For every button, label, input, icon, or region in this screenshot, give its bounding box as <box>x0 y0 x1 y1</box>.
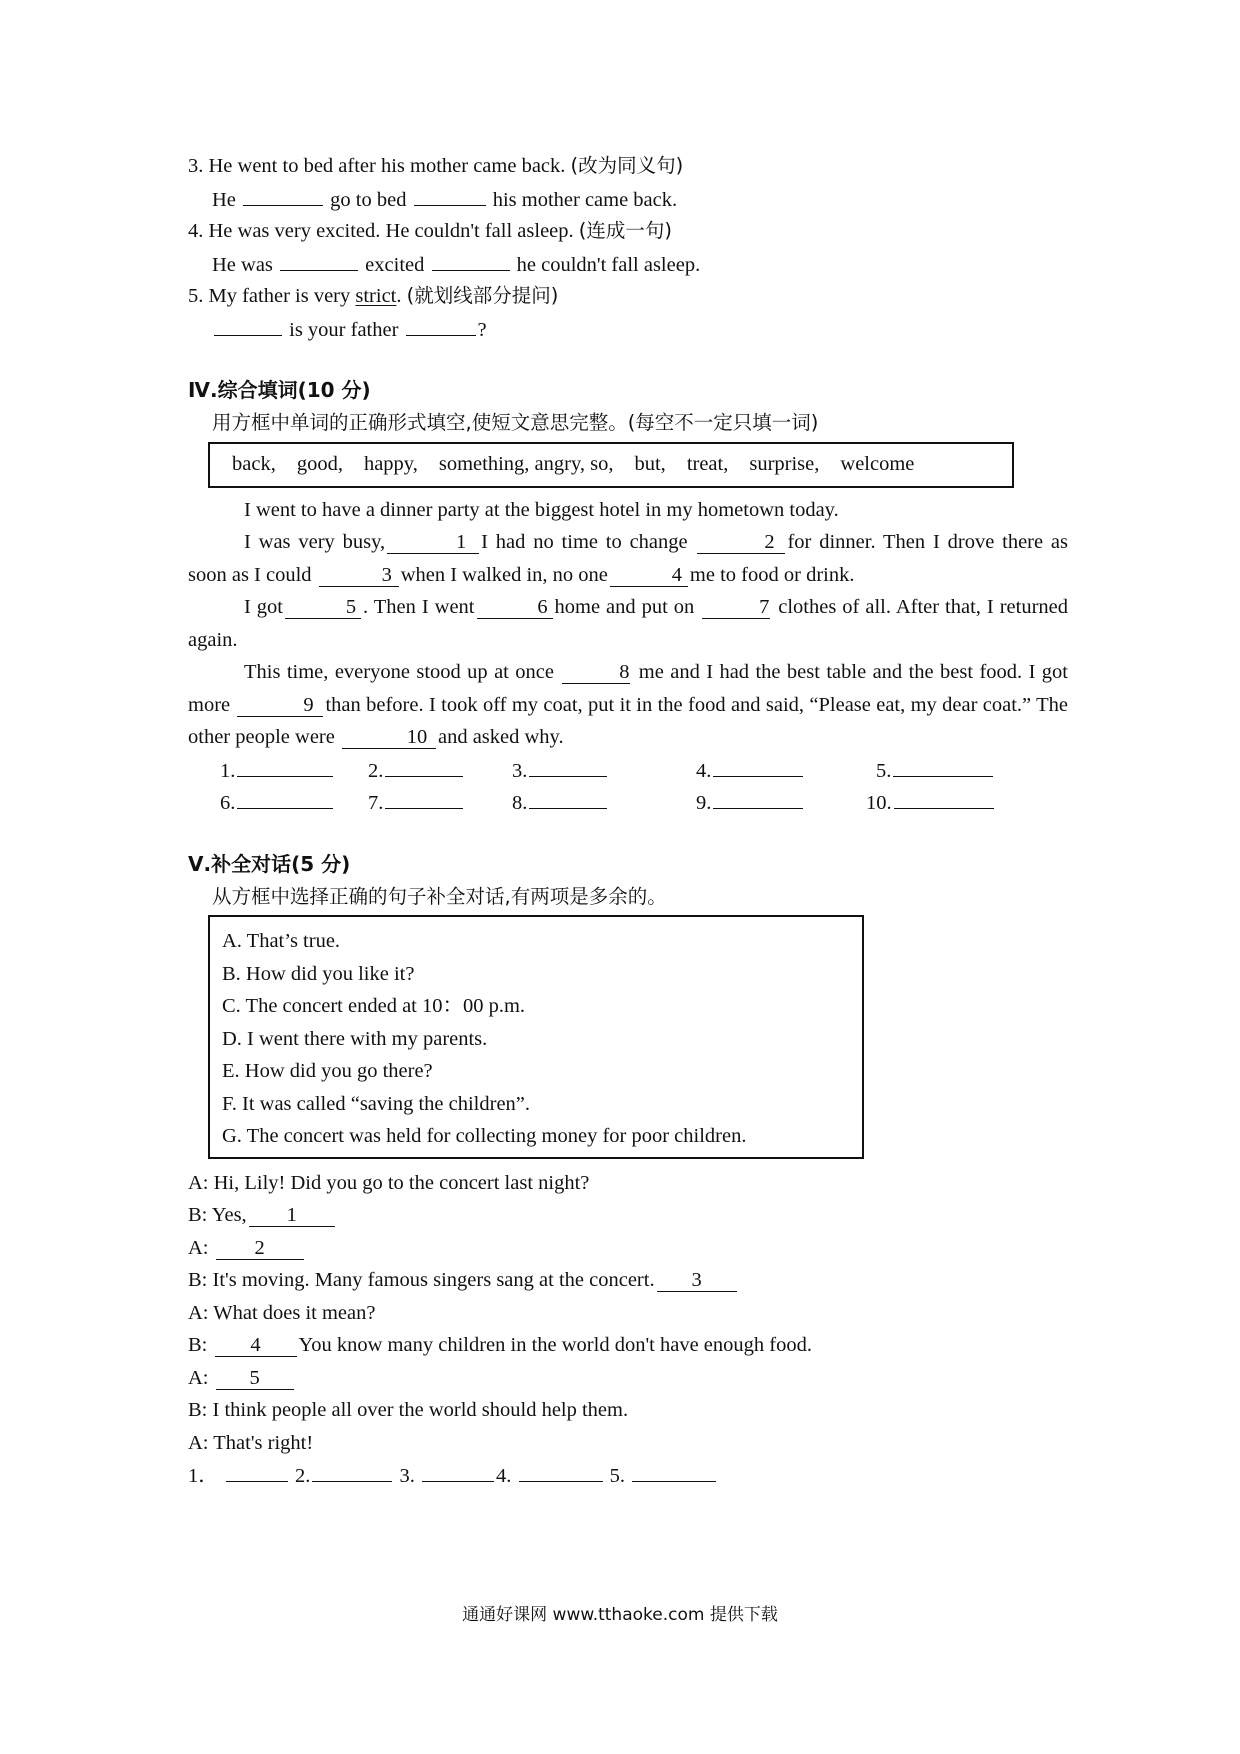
option-b: B. How did you like it? <box>222 962 415 985</box>
dialogue-blank-2[interactable]: 2 <box>216 1237 304 1260</box>
question-3-stem: 3. He went to bed after his mother came back. <box>188 155 566 177</box>
answer-blank[interactable] <box>894 786 994 809</box>
cloze-blank-9[interactable]: 9 <box>237 694 323 717</box>
cloze-blank-8[interactable]: 8 <box>562 661 630 684</box>
dialogue-line: A: 5 <box>188 1362 1068 1395</box>
dialogue-line: B: 4 You know many children in the world don't have enough food. <box>188 1334 812 1356</box>
section-5-instruction: 从方框中选择正确的句子补全对话,有两项是多余的。 <box>212 884 667 908</box>
question-5-answer: is your father ? <box>188 313 1068 346</box>
cloze-blank-3[interactable]: 3 <box>319 564 399 587</box>
answer-row: 1. 2. 3. 4. 5. <box>188 754 1068 787</box>
dialogue-line: A: 2 <box>188 1232 1068 1265</box>
answer-blank[interactable] <box>632 1459 716 1482</box>
answer-blank[interactable] <box>214 313 282 336</box>
cloze-blank-2[interactable]: 2 <box>697 531 785 554</box>
dialogue-blank-1[interactable]: 1 <box>249 1204 335 1227</box>
options-box <box>208 915 864 1159</box>
cloze-blank-7[interactable]: 7 <box>702 596 770 619</box>
cloze-blank-10[interactable]: 10 <box>342 726 436 749</box>
dialogue-blank-3[interactable]: 3 <box>657 1269 737 1292</box>
answer-blank[interactable] <box>414 183 486 206</box>
answer-blank[interactable] <box>237 754 333 777</box>
footer-source: 通通好课网 www.tthaoke.com 提供下载 <box>462 1605 778 1625</box>
question-3-answer: He go to bed his mother came back. <box>188 183 1068 216</box>
cloze-blank-1[interactable]: 1 <box>387 531 479 554</box>
answer-blank[interactable] <box>237 786 333 809</box>
dialogue-blank-4[interactable]: 4 <box>215 1334 297 1357</box>
answer-blank[interactable] <box>713 786 803 809</box>
option-g: G. The concert was held for collecting money for poor children. <box>222 1125 747 1147</box>
answer-blank[interactable] <box>529 754 607 777</box>
answer-blank[interactable] <box>432 248 510 271</box>
answer-blank[interactable] <box>280 248 358 271</box>
answer-blank[interactable] <box>312 1459 392 1482</box>
question-5: 5. My father is very strict. (就划线部分提问) <box>188 284 559 307</box>
option-a: A. That’s true. <box>222 930 341 952</box>
question-3 <box>188 150 1068 183</box>
worksheet <box>188 150 1068 1492</box>
section-5-heading: Ⅴ.补全对话(5 分) <box>188 851 351 876</box>
answer-blank[interactable] <box>385 754 463 777</box>
cloze-blank-6[interactable]: 6 <box>477 596 553 619</box>
option-e: E. How did you go there? <box>222 1060 433 1082</box>
dialogue-line: A: What does it mean? <box>188 1301 376 1324</box>
question-4-answer: He was excited he couldn't fall asleep. <box>188 248 1068 281</box>
answer-blank[interactable] <box>713 754 803 777</box>
answer-blank[interactable] <box>385 786 463 809</box>
question-4-stem: 4. He was very excited. He couldn't fall asleep. <box>188 220 574 242</box>
option-d: D. I went there with my parents. <box>222 1027 488 1050</box>
cloze-blank-5[interactable]: 5 <box>285 596 361 619</box>
answer-blank[interactable] <box>226 1459 288 1482</box>
section-4-instruction: 用方框中单词的正确形式填空,使短文意思完整。(每空不一定只填一词) <box>212 411 819 434</box>
question-4 <box>188 215 1068 248</box>
option-c: C. The concert ended at 10：00 p.m. <box>222 995 526 1017</box>
dialogue-line: B: I think people all over the world should help them. <box>188 1399 629 1421</box>
question-5-instruction: (就划线部分提问) <box>406 284 559 307</box>
answer-blank[interactable] <box>406 313 476 336</box>
answer-blank[interactable] <box>529 786 607 809</box>
section-4-heading: Ⅳ.综合填词(10 分) <box>188 378 371 402</box>
passage-paragraph: I was very busy, 1 I had no time to change 2 for dinner. Then I drove there as soon as I could 3 when I walked in, no one 4 me to food or drink. <box>188 531 1068 586</box>
answer-row: 6. 7. 8. 9. 10. <box>188 786 1068 819</box>
dialogue-line: B: Yes, 1 <box>188 1199 1068 1232</box>
cloze-passage <box>188 494 1068 754</box>
cloze-blank-4[interactable]: 4 <box>610 564 688 587</box>
dialogue-line: A: That's right! <box>188 1431 314 1454</box>
answer-blank[interactable] <box>243 183 323 206</box>
answer-blank[interactable] <box>893 754 993 777</box>
question-3-instruction: (改为同义句) <box>570 154 684 177</box>
passage-paragraph: I got 5 . Then I went 6 home and put on 7 clothes of all. After that, I returned again. <box>188 596 1069 651</box>
dialogue-answer-row: 1． 2. 3. 4. 5. <box>188 1459 1068 1492</box>
question-4-instruction: (连成一句) <box>578 219 672 242</box>
dialogue-line: B: It's moving. Many famous singers sang at the concert. 3 <box>188 1264 1068 1297</box>
dialogue-blank-5[interactable]: 5 <box>216 1367 294 1390</box>
answer-blank[interactable] <box>422 1459 494 1482</box>
option-f: F. It was called “saving the children”. <box>222 1092 531 1115</box>
underlined-word: strict <box>355 285 397 307</box>
dialogue-line: A: Hi, Lily! Did you go to the concert last night? <box>188 1171 590 1194</box>
passage-paragraph: This time, everyone stood up at once 8 me and I had the best table and the best food. I got more 9 than before. I took off my coat, put it in the food and said, “Please eat, my dear coat.” The other people were 10 and asked why. <box>188 661 1069 748</box>
answer-blank[interactable] <box>519 1459 603 1482</box>
passage-paragraph: I went to have a dinner party at the biggest hotel in my hometown today. <box>244 498 839 521</box>
word-box: back, good, happy, something, angry, so, but, treat, surprise, welcome <box>208 442 1014 488</box>
